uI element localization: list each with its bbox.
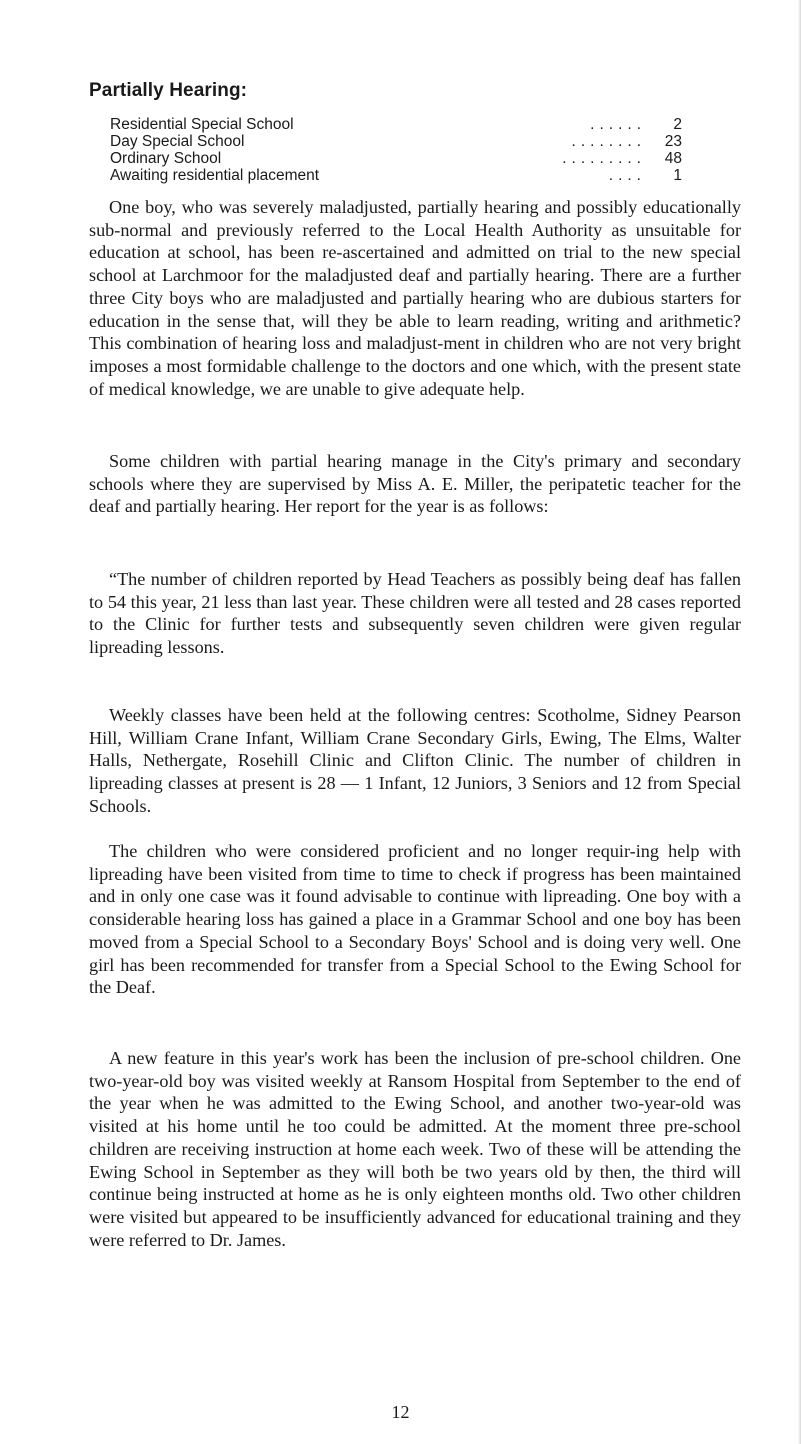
placement-label: Ordinary School bbox=[110, 150, 222, 167]
paragraph-maladjusted: One boy, who was severely maladjusted, partially hearing and possibly educationally sub-normal and previously referred to the Local Health Authority as unsuitable for education at school, has been re-ascertained and admitted on trial to the new special school at Larchmoor for the maladjusted deaf and partially hearing. There are a further three City boys who are maladjusted and partially hearing who are dubious starters for education in the sense that, will they be able to learn reading, writing and arithmetic? This combination of hearing loss and maladjust-ment in children who are not very bright imposes a most formidable challenge to the doctors and one which, with the present state of medical knowledge, we are unable to give adequate help. bbox=[89, 197, 741, 399]
placement-count: 48 bbox=[664, 150, 682, 167]
placement-count: 23 bbox=[664, 133, 682, 150]
page-number: 12 bbox=[391, 1402, 410, 1422]
dot-leader: ......... bbox=[562, 150, 646, 167]
paragraph-proficient-children: The children who were considered proficient and no longer requir-ing help with lipreading have been visited from time to time to check if progress has been maintained and in only one case was it found advisable to continue with lipreading. One boy with a considerable hearing loss has gained a place in a Grammar School and one boy has been moved from a Special School to a Secondary Boys' School and is doing very well. One girl has been recommended for transfer from a Special School to the Ewing School for the Deaf. bbox=[89, 841, 741, 998]
paragraph-weekly-classes: Weekly classes have been held at the following centres: Scotholme, Sidney Pearson Hill, William Crane Infant, William Crane Secondary Girls, Ewing, The Elms, Walter Halls, Nethergate, Rosehill Clinic and Clifton Clinic. The number of children in lipreading classes at present is 28 — 1 Infant, 12 Juniors, 3 Seniors and 12 from Special Schools. bbox=[89, 705, 741, 816]
placement-row bbox=[110, 133, 682, 150]
placement-row bbox=[110, 150, 682, 167]
placement-count: 2 bbox=[673, 116, 682, 133]
placement-label: Residential Special School bbox=[110, 116, 294, 133]
placement-counts-list bbox=[110, 116, 682, 184]
section-heading: Partially Hearing: bbox=[89, 80, 248, 101]
dot-leader: ........ bbox=[571, 133, 646, 150]
dot-leader: .... bbox=[608, 167, 646, 184]
placement-row bbox=[110, 167, 682, 184]
paragraph-miller-report-intro: Some children with partial hearing manage in the City's primary and secondary schools where they are supervised by Miss A. E. Miller, the peripatetic teacher for the deaf and partially hearing. Her report for the year is as follows: bbox=[89, 451, 741, 517]
placement-label: Awaiting residential placement bbox=[110, 167, 320, 184]
dot-leader: ...... bbox=[590, 116, 646, 133]
paragraph-pre-school: A new feature in this year's work has been the inclusion of pre-school children. One two-year-old boy was visited weekly at Ransom Hospital from September to the end of the year when he was admitted to the Ewing School, and another two-year-old was visited at his home until he too could be admitted. At the moment three pre-school children are receiving instruction at home each week. Two of these will be attending the Ewing School in September as they will both be two years old by then, the third will continue being instructed at home as he is only eighteen months old. Two other children were visited but appeared to be insufficiently advanced for educational training and they were referred to Dr. James. bbox=[89, 1048, 741, 1250]
placement-row bbox=[110, 116, 682, 133]
paragraph-reported-children: “The number of children reported by Head Teachers as possibly being deaf has fallen to 54 this year, 21 less than last year. These children were all tested and 28 cases reported to the Clinic for further tests and subsequently seven children were given regular lipreading lessons. bbox=[89, 569, 741, 658]
placement-count: 1 bbox=[673, 167, 682, 184]
placement-label: Day Special School bbox=[110, 133, 245, 150]
